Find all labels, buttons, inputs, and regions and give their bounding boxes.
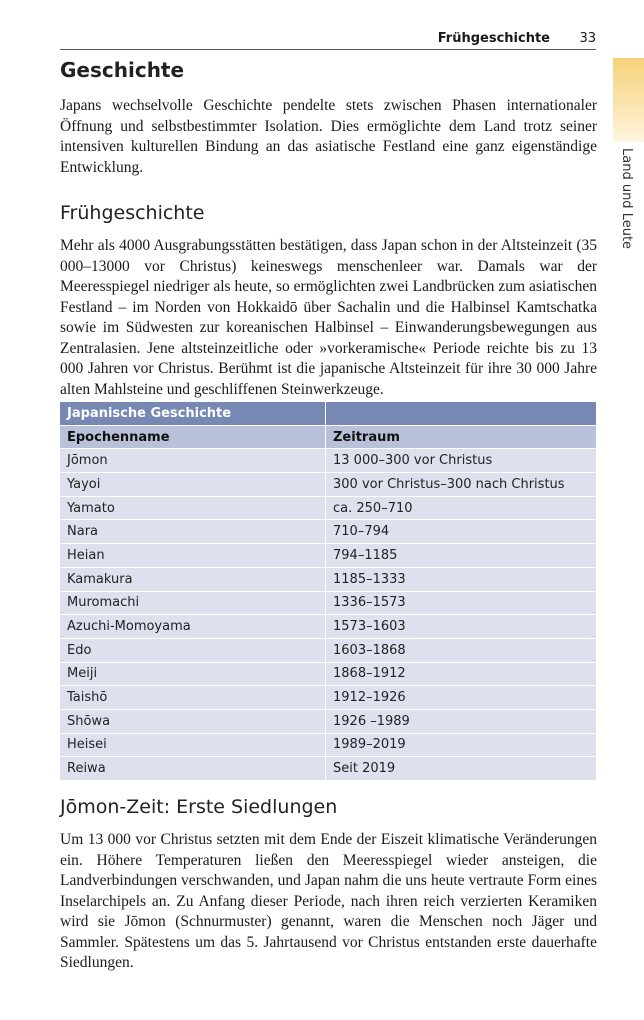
table-row bbox=[60, 449, 596, 473]
column-header-epoch: Epochenname bbox=[60, 426, 326, 449]
epoch-name-cell: Yayoi bbox=[60, 473, 326, 496]
table-row bbox=[60, 473, 596, 497]
period-cell: 300 vor Christus–300 nach Christus bbox=[333, 476, 565, 492]
table-body bbox=[60, 449, 596, 781]
period-cell: 794–1185 bbox=[333, 547, 398, 563]
table-row bbox=[60, 710, 596, 734]
period-cell: 1868–1912 bbox=[333, 666, 406, 682]
running-head bbox=[60, 28, 596, 50]
section-heading-jomon: Jōmon-Zeit: Erste Siedlungen bbox=[60, 796, 338, 818]
epoch-name-cell: Heian bbox=[60, 544, 326, 567]
epoch-name-cell: Shōwa bbox=[60, 710, 326, 733]
page-title: Geschichte bbox=[60, 58, 185, 82]
chapter-label: Land und Leute bbox=[619, 148, 634, 250]
epoch-name-cell: Azuchi-Momoyama bbox=[60, 615, 326, 638]
epoch-name-cell: Nara bbox=[60, 520, 326, 543]
period-cell: 1912–1926 bbox=[333, 690, 406, 706]
period-cell: 1926 –1989 bbox=[333, 713, 410, 729]
table-row bbox=[60, 615, 596, 639]
period-cell: 1603–1868 bbox=[333, 642, 406, 658]
epoch-name-cell: Heisei bbox=[60, 734, 326, 757]
table-title-row bbox=[60, 402, 596, 426]
history-table bbox=[60, 402, 596, 781]
chapter-tab bbox=[613, 58, 644, 142]
section-paragraph-jomon: Um 13 000 vor Christus setzten mit dem Ende der Eiszeit klimatische Veränderungen ein. Höhere Temperaturen ließen den Meeresspiegel wieder ansteigen, die Landverbindungen verschwanden, und Japan nahm die uns heute vertraute Form eines Inselarchipels an. Zu Anfang dieser Periode, nach ihren reich verzierten Keramiken wird sie Jōmon (Schnurmuster) genannt, waren die Menschen noch Jäger und Sammler. Spätestens um das 5. Jahrtausend vor Christus entstanden erste dauerhafte Siedlungen. bbox=[60, 831, 597, 971]
period-cell: 710–794 bbox=[333, 524, 390, 540]
period-cell: ca. 250–710 bbox=[333, 500, 413, 516]
period-cell: 1336–1573 bbox=[333, 595, 406, 611]
table-row bbox=[60, 520, 596, 544]
table-row bbox=[60, 639, 596, 663]
running-head-title: Frühgeschichte bbox=[437, 31, 550, 46]
table-row bbox=[60, 568, 596, 592]
table-row bbox=[60, 592, 596, 616]
epoch-name-cell: Kamakura bbox=[60, 568, 326, 591]
table-title: Japanische Geschichte bbox=[60, 402, 326, 425]
period-cell: Seit 2019 bbox=[333, 761, 396, 777]
section-paragraph-fruehgeschichte: Mehr als 4000 Ausgrabungsstätten bestätigen, dass Japan schon in der Altsteinzeit (35 000–13000 vor Christus) keineswegs menschenleer war. Damals war der Meeresspiegel niedriger als heute, so ermöglichten zwei Landbrücken zum asiatischen Festland – im Norden von Hokkaidō über Sachalin und die Halbinsel Kamtschatka sowie im Südwesten zur koreanischen Halbinsel – Einwanderungsbewegungen aus Zentralasien. Jene altsteinzeitliche oder »vorkeramische« Periode reichte bis zu 13 000 Jahren vor Christus. Berühmt ist die japanische Altsteinzeit für ihre 30 000 Jahre alten Mahlsteine und geschliffenen Steinwerkzeuge. bbox=[60, 237, 597, 398]
table-row bbox=[60, 544, 596, 568]
column-header-period: Zeitraum bbox=[333, 429, 400, 445]
epoch-name-cell: Edo bbox=[60, 639, 326, 662]
table-row bbox=[60, 734, 596, 758]
table-row bbox=[60, 663, 596, 687]
table-row bbox=[60, 497, 596, 521]
period-cell: 1573–1603 bbox=[333, 619, 406, 635]
section-heading-fruehgeschichte: Frühgeschichte bbox=[60, 202, 205, 224]
period-cell: 1989–2019 bbox=[333, 737, 406, 753]
epoch-name-cell: Taishō bbox=[60, 686, 326, 709]
epoch-name-cell: Jōmon bbox=[60, 449, 326, 472]
period-cell: 1185–1333 bbox=[333, 571, 406, 587]
table-row bbox=[60, 757, 596, 781]
epoch-name-cell: Muromachi bbox=[60, 592, 326, 615]
period-cell: 13 000–300 vor Christus bbox=[333, 453, 493, 469]
epoch-name-cell: Yamato bbox=[60, 497, 326, 520]
table-row bbox=[60, 686, 596, 710]
page-number: 33 bbox=[579, 31, 596, 46]
table-header-row bbox=[60, 426, 596, 450]
epoch-name-cell: Reiwa bbox=[60, 757, 326, 780]
epoch-name-cell: Meiji bbox=[60, 663, 326, 686]
intro-paragraph: Japans wechselvolle Geschichte pendelte stets zwischen Phasen internationaler Öffnung und selbstbestimmter Isolation. Dies ermöglichte dem Land trotz seiner intensiven kulturellen Bindung an das asiatische Festland eine ganz eigenständige Entwicklung. bbox=[60, 97, 597, 176]
